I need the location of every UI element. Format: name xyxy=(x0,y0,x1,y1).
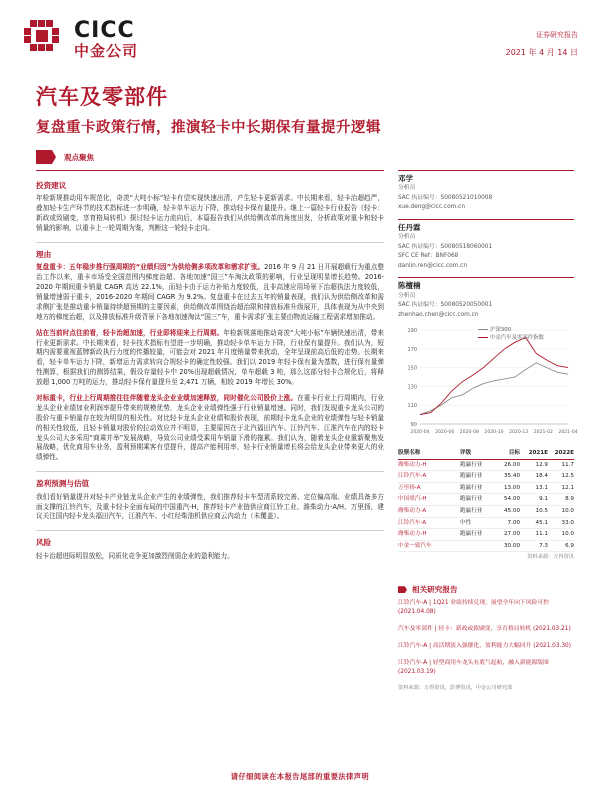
table-header: 股票名称 xyxy=(398,450,421,457)
table-cell: 跑赢行业 xyxy=(460,461,483,468)
section-tag xyxy=(36,150,116,166)
x-tick-label: 2020-10 xyxy=(484,430,504,435)
analyst-name: 陈檀楠 xyxy=(398,277,574,291)
logo-cn-text: 中金公司 xyxy=(74,42,139,60)
table-row xyxy=(398,541,574,553)
x-tick-label: 2020-06 xyxy=(435,430,455,435)
table-cell: 7.00 xyxy=(507,519,520,526)
related-link[interactable]: 江铃汽车-A | 高活期淡入强催化，盈利能力大幅回升 (2021.03.30) xyxy=(398,643,571,650)
divider xyxy=(36,242,384,243)
reason-2-lead: 站在当前时点往前看，轻卡治超加速，行业即将迎来上行周期。 xyxy=(36,328,224,337)
table-cell: 6.9 xyxy=(565,542,574,549)
table-header-row xyxy=(398,448,574,460)
y-tick-label: 130 xyxy=(407,384,417,391)
analyst-name: 任丹霖 xyxy=(398,219,574,233)
table-body xyxy=(398,460,574,553)
logo-text: CICC xyxy=(74,18,135,43)
y-tick-label: 110 xyxy=(407,403,417,410)
x-tick-label: 2021-04 xyxy=(558,430,578,435)
legend-item xyxy=(478,334,544,342)
section-tag-label: 观点聚焦 xyxy=(64,153,94,162)
table-cell: 潍柴动力-H xyxy=(398,531,427,538)
reason-3-body: 在重卡行业上行周期内，行业龙头企业业绩加业利润率提升带来的规模优势，龙头企业业绩弹性强于行业销量增速。同时，我们发现重卡龙头公司的股价与重卡销量存在较为明显的相关性。对比轻卡龙头企业业绩和股价表现，前期轻卡龙头企业的业绩弹性与轻卡销量的相关性较低，且轻卡销量对股价的拉动效应并不明显，主要原因在于北汽福田汽车、江铃汽车、江淮汽车在内的轻卡龙头公司大多采用“商乘并举”发展战略，导致公司业绩受乘用车销量下滑的拖累。我们认为，随着龙头企业重新聚焦发展战略，优化商用车业务，盈利预期乘客有望提升，提高产能利用率，轻卡行业销量增长将会给龙头企业带来更大的业绩弹性。 xyxy=(36,394,385,462)
table-cell: 10.0 xyxy=(561,531,574,538)
x-tick-label: 2020-12 xyxy=(509,430,529,435)
table-row xyxy=(398,471,574,483)
stock-table xyxy=(398,448,574,562)
table-cell: 45.1 xyxy=(535,519,548,526)
reason-1-body: 2016 年 9 月 21 日开展超载行为重点整治工作以来，重卡市场受全国范围内梯度治超、各地加速“国三”车淘汰政策的影响，行业呈现明显增长趋势。2016-2020 年期间重卡销量 CAGR 高达 22.1%，而轻卡由于运力补贴力度较低，且非高速应用场景下治超执法力度较低，销量增速弱于重卡，2016-2020 年期间 CAGR 为 9.2%。复盘重卡在过去五年的销量表现，我们认为供给侧改革和需求侧扩张是推动重卡销量持续超预期的主要因素，供给侧改革围绕治超治限和排放标准升级展开，具体表现为从中央到地方的梯度治超，以及排放标准升级背景下各地加速淘汰“国三”车，重卡需求扩张主要由物流运输工程需求增加推动。 xyxy=(36,263,384,321)
analyst-sfc: SFC CE Ref：BNF068 xyxy=(398,253,459,260)
table-cell: 9.1 xyxy=(539,496,548,503)
x-tick-label: 2020-04 xyxy=(410,430,430,435)
related-source: 资料来源：万得资讯，彭博资讯，中金公司研究部 xyxy=(398,685,513,692)
y-tick-label: 150 xyxy=(407,365,417,372)
table-cell: 54.00 xyxy=(503,496,520,503)
related-heading-label: 相关研究报告 xyxy=(412,585,458,594)
legend-item xyxy=(478,326,544,334)
analyst-card xyxy=(398,219,574,272)
analyst-sac: SAC 执证编号：S0080518060001 xyxy=(398,243,493,250)
table-cell: 10.0 xyxy=(561,508,574,515)
table-cell: 江铃汽车-A xyxy=(398,473,427,480)
risk-body: 轻卡治超进际明显放松，同质化竞争更加激烈削弱企业的盈利能力。 xyxy=(36,551,234,560)
table-header: 目标 xyxy=(508,450,520,457)
header-meta xyxy=(506,30,578,59)
analyst-card xyxy=(398,170,574,213)
table-cell: 跑赢行业 xyxy=(460,508,483,515)
chart-legend xyxy=(478,326,544,342)
series-line xyxy=(420,363,568,415)
table-cell: 7.3 xyxy=(539,542,548,549)
reason-3 xyxy=(36,394,384,463)
analyst-email[interactable]: zhenhao.chen@cicc.com.cn xyxy=(398,311,479,318)
table-cell: 潍柴动力-A xyxy=(398,508,427,515)
table-cell: 11.7 xyxy=(561,461,574,468)
table-cell: 8.9 xyxy=(565,496,574,503)
table-cell: 万里扬-A xyxy=(398,484,421,491)
reason-heading: 理由 xyxy=(36,249,52,259)
table-cell: 27.00 xyxy=(503,531,520,538)
table-cell: 中金一致汽车 xyxy=(398,542,432,549)
risk-heading: 风险 xyxy=(36,538,52,548)
table-header: 2021E xyxy=(528,450,548,457)
main-column xyxy=(36,180,384,562)
table-header: 2022E xyxy=(554,450,574,457)
tag-arrow-icon xyxy=(36,150,56,164)
related-link[interactable]: 江铃汽车-A | 1Q21 业绩持续兑现，展望全年向下风险可控 (2021.04.08) xyxy=(398,600,549,616)
forecast-body: 我们看好销量提升对轻卡产业链龙头企业产生的业绩弹性，我们推荐轻卡车型清系较完善、定位偏高端、业绩具备多方面支撑的江铃汽车，及重卡轻卡全面布局的中国重汽-H，推荐轻卡产业链供应商江铃工业、潍柴动力-A/H、万里扬，建议关注国内轻卡龙头福田汽车，江淮汽车、小红经柴油机供应商云内动力（未覆盖）。 xyxy=(36,492,384,521)
table-cell: 11.1 xyxy=(535,531,548,538)
table-row xyxy=(398,460,574,472)
table-cell: 12.1 xyxy=(561,484,574,491)
legend-label-2: 中金汽车及零部件指数 xyxy=(490,335,544,342)
table-cell: 江铃汽车-A xyxy=(398,519,427,526)
analyst-card xyxy=(398,277,574,320)
page-header xyxy=(22,12,578,60)
related-heading xyxy=(398,584,574,595)
analyst-sac: SAC 执证编号：S0080521010008 xyxy=(398,194,493,201)
invest-heading: 投资建议 xyxy=(36,181,67,190)
forecast-heading: 盈利预测与估值 xyxy=(36,479,90,489)
table-cell: 30.00 xyxy=(503,542,520,549)
report-type: 证券研究报告 xyxy=(536,31,578,39)
divider xyxy=(36,530,384,531)
analyst-role: 分析员 xyxy=(398,185,416,192)
analyst-role: 分析员 xyxy=(398,234,416,241)
table-row xyxy=(398,506,574,518)
page-title: 汽车及零部件 xyxy=(36,85,168,109)
series-line xyxy=(420,338,568,415)
x-tick-label: 2021-02 xyxy=(533,430,553,435)
arrow-icon xyxy=(398,586,407,593)
table-cell: 12.9 xyxy=(535,461,548,468)
table-row xyxy=(398,483,574,495)
table-header: 评级 xyxy=(460,450,472,457)
reason-1 xyxy=(36,263,384,322)
page-subtitle: 复盘重卡政策行情，推演轻卡中长期保有量提升逻辑 xyxy=(36,120,381,136)
table-cell: 跑赢行业 xyxy=(460,531,483,538)
table-cell: 跑赢行业 xyxy=(460,496,483,503)
cicc-logo xyxy=(22,12,172,60)
legend-label-1: 沪深300 xyxy=(490,327,512,333)
table-cell: 35.40 xyxy=(503,473,520,480)
y-tick-label: 90 xyxy=(410,422,417,428)
table-cell: 10.5 xyxy=(535,508,548,515)
y-tick-label: 190 xyxy=(407,328,417,334)
index-chart xyxy=(398,322,578,442)
table-cell: 中国重汽-H xyxy=(398,496,427,503)
table-cell: 26.00 xyxy=(503,461,520,468)
table-cell: 跑赢行业 xyxy=(460,473,483,480)
reason-2-body: 年检新规落地推动奇羡“大吨小标”车辆快速出清，带来行业更新需求。中长期来看，轻卡技术指标有望进一步明确，推动轻卡单车运力下降，行业保有量提升。我们认为，短期内需要重视蓝牌新政执行力度的传播较量，可能会对 2021 年月度销量带来扰动，全年呈现前高后低的走势。长期来看，轻卡单车运力下降，新增运力需求转向合规轻卡的确定性较强。我们以 2019 年轻卡保有量为基数，进行保有量弹性测算，根据我们的测算结果，假设存量轻卡中 20%出现超载情况，单车超载 3 吨，那么这部分轻卡合规化后，将释放超 1,000 万吨的运力，推动轻卡保有量提升至 2,471 万辆，相较 2019 年增长 30%。 xyxy=(36,328,384,387)
reason-1-lead: 复盘重卡：五年稳步推行强周期的“业绩归因”为供给侧多项改革和需求扩张。 xyxy=(36,263,265,272)
x-tick-label: 2020-08 xyxy=(459,430,479,435)
table-cell: 12.5 xyxy=(561,473,574,480)
table-cell: 中性 xyxy=(460,519,472,526)
analyst-column xyxy=(398,170,574,326)
table-cell: 潍柴动力-H xyxy=(398,461,427,468)
top-rule xyxy=(36,170,384,171)
related-link[interactable]: 江铃汽车-A | 轻型商用车龙头有底气起航，融入新能源版图 (2021.03.19) xyxy=(398,660,549,676)
cicc-logo-icon xyxy=(22,18,62,56)
related-link[interactable]: 汽车及零部件 | 轻卡：新政或致刷变，享育格局转机 (2021.03.21) xyxy=(398,626,571,633)
y-tick-label: 170 xyxy=(407,346,417,353)
legal-footer: 请仔细阅读在本报告尾部的重要法律声明 xyxy=(230,772,370,781)
table-row xyxy=(398,529,574,541)
table-cell: 跑赢行业 xyxy=(460,484,483,491)
table-cell: 45.00 xyxy=(503,508,520,515)
table-row xyxy=(398,494,574,506)
table-cell: 33.0 xyxy=(561,519,574,526)
table-row xyxy=(398,518,574,530)
analyst-name: 邓学 xyxy=(398,170,574,184)
related-reports xyxy=(398,584,574,693)
table-cell: 13.1 xyxy=(535,484,548,491)
table-note: 资料来源：万得资讯 xyxy=(527,554,574,561)
table-cell: 18.4 xyxy=(535,473,548,480)
analyst-sac: SAC 执证编号：S0080520050001 xyxy=(398,302,493,309)
invest-body: 年检新规推动用车规范化，奇羡“大吨小标”轻卡有望实现快速出清，产生轻卡更新需求。中长期来看，轻卡治超趋严，叠加轻卡生产环节的技术指标进一步明确，轻卡单车运力下降，推动轻卡保有量提升。继上一篇轻卡行业报告《轻卡：新政或致刷变，享育格局转机》探讨轻卡运力流向后，本篇报告我们从供给侧改革的角度出发，分析政策对重卡和轻卡销量的影响，以重卡上一轮周期为鉴，判断这一轮轻卡走向。 xyxy=(36,194,384,233)
reason-3-lead: 对标重卡，行业上行周期推往往伴随着龙头企业业绩加速释放，同时催化公司股价上涨。 xyxy=(36,394,298,403)
analyst-role: 分析员 xyxy=(398,292,416,299)
table-cell: 13.00 xyxy=(503,484,520,491)
reason-2 xyxy=(36,329,384,388)
report-date: 2021 年 4 月 14 日 xyxy=(505,47,578,57)
divider xyxy=(36,471,384,472)
analyst-email[interactable]: danlin.ren@cicc.com.cn xyxy=(398,262,468,269)
analyst-email[interactable]: xue.deng@cicc.com.cn xyxy=(398,204,466,211)
